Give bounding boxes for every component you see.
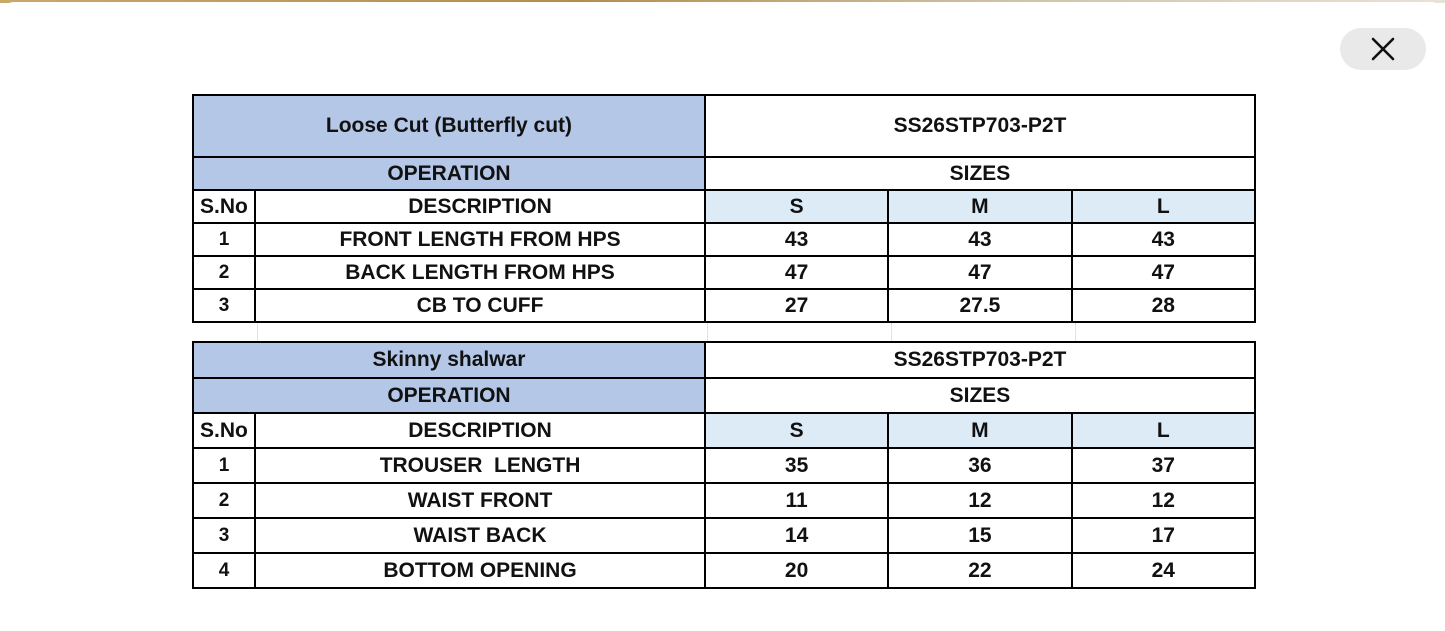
table-title: Loose Cut (Butterfly cut) — [193, 95, 705, 157]
row-value-m: 15 — [888, 518, 1071, 553]
row-description: BOTTOM OPENING — [255, 553, 705, 588]
row-value-s: 43 — [705, 223, 888, 256]
size-header-s: S — [705, 190, 888, 223]
table-title: Skinny shalwar — [193, 342, 705, 378]
row-value-l: 47 — [1072, 256, 1255, 289]
row-value-l: 37 — [1072, 448, 1255, 483]
row-description: WAIST FRONT — [255, 483, 705, 518]
row-value-s: 11 — [705, 483, 888, 518]
size-header-l: L — [1072, 413, 1255, 448]
size-header-l: L — [1072, 190, 1255, 223]
style-code: SS26STP703-P2T — [705, 342, 1255, 378]
table-row — [193, 256, 1255, 289]
row-value-s: 35 — [705, 448, 888, 483]
row-sno: 3 — [193, 289, 255, 322]
description-header: DESCRIPTION — [255, 190, 705, 223]
row-value-m: 12 — [888, 483, 1071, 518]
row-value-m: 43 — [888, 223, 1071, 256]
table-row — [193, 223, 1255, 256]
operation-label: OPERATION — [193, 157, 705, 190]
table-row — [193, 483, 1255, 518]
row-sno: 4 — [193, 553, 255, 588]
row-value-m: 27.5 — [888, 289, 1071, 322]
size-header-m: M — [888, 190, 1071, 223]
operation-label: OPERATION — [193, 378, 705, 413]
row-sno: 1 — [193, 223, 255, 256]
row-value-l: 17 — [1072, 518, 1255, 553]
row-value-l: 12 — [1072, 483, 1255, 518]
close-icon — [1370, 36, 1396, 62]
spec-table-loose-cut — [192, 94, 1256, 323]
description-header: DESCRIPTION — [255, 413, 705, 448]
row-value-s: 14 — [705, 518, 888, 553]
sno-header: S.No — [193, 190, 255, 223]
row-value-m: 22 — [888, 553, 1071, 588]
table-row — [193, 289, 1255, 322]
style-code: SS26STP703-P2T — [705, 95, 1255, 157]
row-sno: 1 — [193, 448, 255, 483]
row-value-m: 47 — [888, 256, 1071, 289]
row-value-s: 47 — [705, 256, 888, 289]
row-value-s: 20 — [705, 553, 888, 588]
spec-table-skinny-shalwar — [192, 341, 1256, 589]
row-sno: 3 — [193, 518, 255, 553]
row-value-l: 28 — [1072, 289, 1255, 322]
row-value-m: 36 — [888, 448, 1071, 483]
row-value-l: 43 — [1072, 223, 1255, 256]
size-header-s: S — [705, 413, 888, 448]
row-sno: 2 — [193, 483, 255, 518]
row-value-s: 27 — [705, 289, 888, 322]
sizes-label: SIZES — [705, 157, 1255, 190]
row-sno: 2 — [193, 256, 255, 289]
table-row — [193, 518, 1255, 553]
table-row — [193, 448, 1255, 483]
image-preview-modal — [0, 2, 1445, 631]
sno-header: S.No — [193, 413, 255, 448]
size-header-m: M — [888, 413, 1071, 448]
row-description: TROUSER LENGTH — [255, 448, 705, 483]
sizes-label: SIZES — [705, 378, 1255, 413]
close-button[interactable] — [1340, 28, 1426, 70]
row-description: FRONT LENGTH FROM HPS — [255, 223, 705, 256]
row-description: CB TO CUFF — [255, 289, 705, 322]
table-row — [193, 553, 1255, 588]
row-description: BACK LENGTH FROM HPS — [255, 256, 705, 289]
measurement-spec-sheet — [192, 94, 1256, 589]
table-spacer — [192, 323, 1256, 341]
row-value-l: 24 — [1072, 553, 1255, 588]
row-description: WAIST BACK — [255, 518, 705, 553]
